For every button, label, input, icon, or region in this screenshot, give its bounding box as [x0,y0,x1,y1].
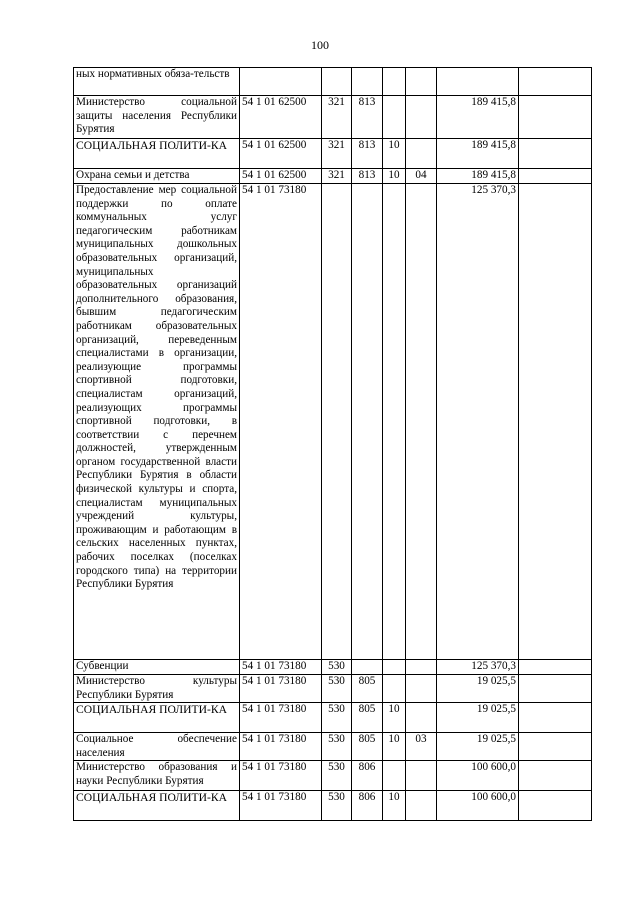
row-name-cell: Министерство культуры Республики Бурятия [74,675,240,703]
row-name-cell: СОЦИАЛЬНАЯ ПОЛИТИ-КА [74,139,240,169]
department-cell: 805 [352,733,383,761]
amount-cell: 19 025,5 [437,733,519,761]
table-row [74,675,592,703]
extra-cell [519,184,592,660]
row-name-cell: СОЦИАЛЬНАЯ ПОЛИТИ-КА [74,791,240,821]
target-code-cell: 54 1 01 73180 [240,703,322,733]
section-cell: 10 [383,703,406,733]
extra-cell [519,96,592,139]
expense-type-cell: 530 [322,791,352,821]
section-cell [383,184,406,660]
section-cell: 10 [383,139,406,169]
row-name-cell: ных нормативных обяза-тельств [74,68,240,96]
department-cell: 805 [352,675,383,703]
section-cell [383,675,406,703]
amount-cell: 100 600,0 [437,761,519,791]
target-code-cell: 54 1 01 73180 [240,761,322,791]
row-name-cell: Субвенции [74,660,240,675]
row-name-cell: Предоставление мер социальной поддержки по оплате коммунальных услуг педагогическим работникам муниципальных дошкольных образовательных организаций, муниципальных образовательных организаций дополнительного образования, бывшим педагогическим работникам образовательных организаций, переведенным специалистами в организации, реализующие программы спортивной подготовки, специалистам организаций, реализующих программы спортивной подготовки, в соответствии с перечнем должностей, утвержденным органом государственной власти Республики Бурятия в области физической культуры и спорта, специалистам муниципальных учреждений культуры, проживающим и работающим в сельских населенных пунктах, рабочих поселках (поселках городского типа) на территории Республики Бурятия [74,184,240,660]
target-code-cell: 54 1 01 62500 [240,96,322,139]
target-code-cell: 54 1 01 73180 [240,660,322,675]
department-cell: 805 [352,703,383,733]
extra-cell [519,791,592,821]
expense-type-cell [322,68,352,96]
department-cell [352,68,383,96]
target-code-cell: 54 1 01 73180 [240,791,322,821]
table-row [74,660,592,675]
expense-type-cell: 530 [322,675,352,703]
table-body [74,68,592,821]
subsection-cell [406,184,437,660]
row-name-cell: Министерство социальной защиты населения Республики Бурятия [74,96,240,139]
target-code-cell: 54 1 01 73180 [240,733,322,761]
section-cell [383,761,406,791]
expense-type-cell: 321 [322,139,352,169]
department-cell: 813 [352,96,383,139]
department-cell: 806 [352,761,383,791]
amount-cell [437,68,519,96]
table-row [74,733,592,761]
row-name-cell: Министерство образования и науки Республики Бурятия [74,761,240,791]
table-row [74,139,592,169]
extra-cell [519,139,592,169]
subsection-cell [406,96,437,139]
department-cell: 813 [352,139,383,169]
row-name-cell: СОЦИАЛЬНАЯ ПОЛИТИ-КА [74,703,240,733]
subsection-cell [406,761,437,791]
subsection-cell [406,660,437,675]
extra-cell [519,761,592,791]
target-code-cell [240,68,322,96]
page-number: 100 [311,38,329,52]
extra-cell [519,169,592,184]
table-row [74,68,592,96]
expense-type-cell: 530 [322,660,352,675]
budget-table [73,67,592,821]
department-cell [352,660,383,675]
amount-cell: 189 415,8 [437,169,519,184]
table-row [74,169,592,184]
expense-type-cell [322,184,352,660]
extra-cell [519,660,592,675]
section-cell [383,96,406,139]
subsection-cell: 04 [406,169,437,184]
table-row [74,184,592,660]
amount-cell: 100 600,0 [437,791,519,821]
expense-type-cell: 530 [322,703,352,733]
table-row [74,96,592,139]
amount-cell: 125 370,3 [437,184,519,660]
table-row [74,703,592,733]
expense-type-cell: 321 [322,96,352,139]
table-row [74,761,592,791]
row-name-cell: Социальное обеспечение населения [74,733,240,761]
amount-cell: 189 415,8 [437,96,519,139]
department-cell [352,184,383,660]
amount-cell: 19 025,5 [437,703,519,733]
extra-cell [519,703,592,733]
expense-type-cell: 530 [322,733,352,761]
section-cell: 10 [383,169,406,184]
extra-cell [519,675,592,703]
subsection-cell: 03 [406,733,437,761]
department-cell: 813 [352,169,383,184]
table-row [74,791,592,821]
extra-cell [519,733,592,761]
row-name-cell: Охрана семьи и детства [74,169,240,184]
section-cell: 10 [383,733,406,761]
extra-cell [519,68,592,96]
amount-cell: 189 415,8 [437,139,519,169]
amount-cell: 19 025,5 [437,675,519,703]
expense-type-cell: 321 [322,169,352,184]
section-cell [383,68,406,96]
subsection-cell [406,791,437,821]
target-code-cell: 54 1 01 73180 [240,184,322,660]
target-code-cell: 54 1 01 62500 [240,169,322,184]
target-code-cell: 54 1 01 62500 [240,139,322,169]
section-cell [383,660,406,675]
amount-cell: 125 370,3 [437,660,519,675]
expense-type-cell: 530 [322,761,352,791]
subsection-cell [406,139,437,169]
target-code-cell: 54 1 01 73180 [240,675,322,703]
department-cell: 806 [352,791,383,821]
subsection-cell [406,68,437,96]
section-cell: 10 [383,791,406,821]
subsection-cell [406,675,437,703]
subsection-cell [406,703,437,733]
